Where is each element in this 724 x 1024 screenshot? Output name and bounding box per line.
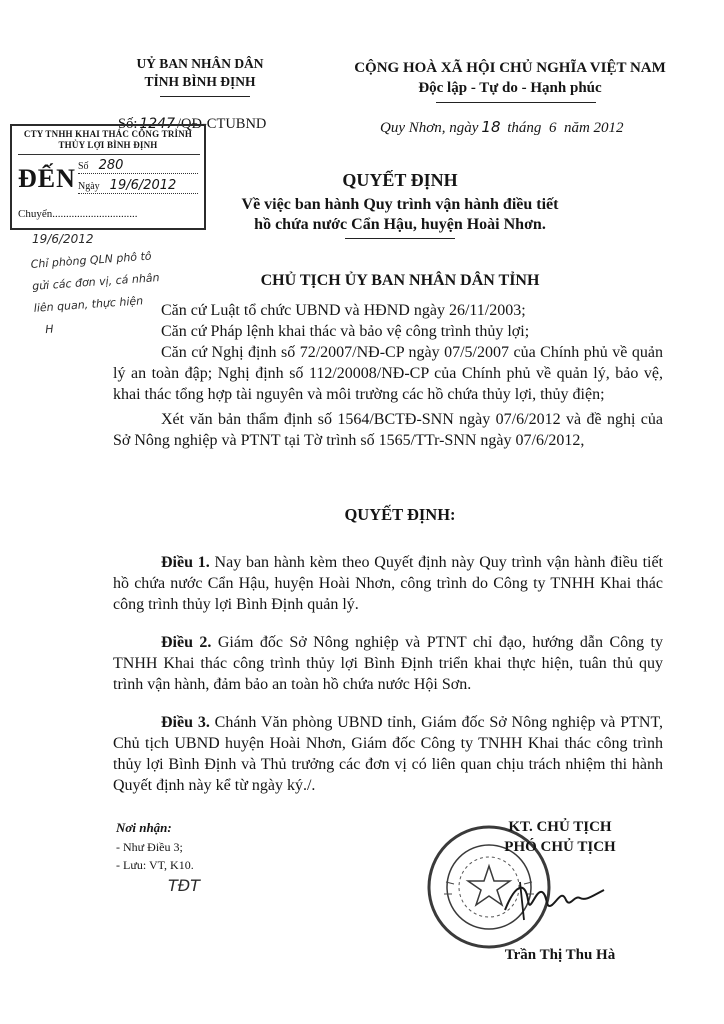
authority-line-2: TỈNH BÌNH ĐỊNH — [144, 74, 256, 89]
preamble-item: Căn cứ Luật tổ chức UBND và HĐND ngày 26/11/2003; — [161, 302, 526, 319]
motto: Độc lập - Tự do - Hạnh phúc — [418, 80, 602, 96]
date-day: 18 — [481, 118, 501, 136]
national-motto — [345, 58, 675, 98]
article-text: Chánh Văn phòng UBND tỉnh, Giám đốc Sở Nông nghiệp và PTNT, Chủ tịch UBND huyện Hoài Nhơn, Giám đốc Công ty TNHH Khai thác công trình thủy lợi Bình Định và Thủ trưởng các đơn vị có liên quan chịu trách nhiệm thi hành Quyết định này kể từ ngày ký./. — [113, 714, 664, 794]
stamp-ngay-value: 19/6/2012 — [109, 178, 177, 193]
stamp-ngay-field — [78, 178, 198, 194]
recipient-item: - Lưu: VT, K10. — [116, 858, 194, 872]
handwritten-date: 19/6/2012 — [32, 232, 94, 246]
motto-underline — [436, 102, 596, 103]
issue-date — [380, 118, 624, 137]
received-stamp — [10, 124, 206, 230]
stamp-org — [20, 129, 196, 151]
article-text: Giám đốc Sở Nông nghiệp và PTNT chỉ đạo, hướng dẫn Công ty TNHH Khai thác công trình thủy lợi Bình Định triển khai thực hiện, tuân thủ quy trình vận hành, đảm bảo an toàn hồ chứa nước Hội Sơn. — [113, 634, 664, 693]
stamp-chuyen-label: Chuyển — [18, 208, 53, 220]
signer-name: Trần Thị Thu Hà — [504, 947, 616, 963]
recipient-item: - Như Điều 3; — [116, 840, 183, 854]
stamp-chuyen-field: Chuyển............................... — [18, 208, 138, 220]
signature-line-2: PHÓ CHỦ TỊCH — [504, 839, 616, 855]
note-line-3: liên quan, thực hiện — [33, 294, 144, 315]
number-handwritten: 1247 — [139, 116, 175, 132]
subject-line-2: hồ chứa nước Cẩn Hậu, huyện Hoài Nhơn. — [254, 216, 546, 233]
article-text: Nay ban hành kèm theo Quyết định này Quy trình vận hành điều tiết hồ chứa nước Cẩn Hậu, huyện Hoài Nhơn, công trình do Công ty TNHH Khai thác công trình thủy lợi Bình Định quản lý. — [113, 554, 664, 613]
date-place: Quy Nhơn, ngày — [380, 120, 479, 136]
article-label: Điều 1. — [161, 554, 210, 571]
signature-title — [470, 817, 650, 857]
stamp-den: ĐẾN — [18, 164, 76, 193]
article-2 — [113, 632, 663, 695]
clerk-initials: TĐT — [168, 876, 200, 895]
stamp-org-line-1: CTY TNHH KHAI THÁC CÔNG TRÌNH — [23, 129, 193, 139]
stamp-org-line-2: THỦY LỢI BÌNH ĐỊNH — [58, 140, 158, 150]
preamble — [113, 300, 663, 451]
article-label: Điều 2. — [161, 634, 212, 651]
article-3 — [113, 712, 663, 796]
stamp-divider — [18, 154, 200, 155]
authority-underline — [160, 96, 250, 97]
signature-line-1: KT. CHỦ TỊCH — [508, 819, 612, 835]
preamble-item: Xét văn bản thẩm định số 1564/BCTĐ-SNN ngày 07/6/2012 và đề nghị của Sở Nông nghiệp và PTNT tại Tờ trình số 1565/TTr-SNN ngày 07/6/2012, — [113, 411, 663, 449]
authority-line-1: UỶ BAN NHÂN DÂN — [136, 56, 264, 71]
decision-heading: QUYẾT ĐỊNH: — [344, 505, 456, 524]
document-title: QUYẾT ĐỊNH — [342, 170, 458, 190]
preamble-item: Căn cứ Nghị định số 72/2007/NĐ-CP ngày 07/5/2007 của Chính phủ về quản lý an toàn đập; Nghị định số 112/20008/NĐ-CP của Chính phủ về quản lý, bảo vệ, khai thác tổng hợp tài nguyên và môi trường các hồ chứa thủy lợi, thủy điện; — [113, 344, 663, 403]
date-month: 6 — [548, 120, 557, 136]
stamp-so-label: Số — [78, 161, 89, 172]
stamp-so-value: 280 — [98, 158, 124, 173]
preamble-item: Căn cứ Pháp lệnh khai thác và bảo vệ công trình thủy lợi; — [161, 323, 530, 340]
recipients-label: Nơi nhận: — [116, 820, 172, 835]
article-label: Điều 3. — [161, 714, 210, 731]
stamp-ngay-label: Ngày — [78, 181, 100, 192]
article-1 — [113, 552, 663, 615]
title-underline — [345, 238, 455, 239]
note-line-1: Chỉ phòng QLN phô tô — [30, 249, 152, 271]
handwritten-signature-icon — [500, 870, 610, 930]
issuer-heading: CHỦ TỊCH ỦY BAN NHÂN DÂN TỈNH — [260, 272, 540, 289]
date-month-label: tháng — [507, 120, 542, 136]
note-initials: H — [44, 322, 55, 337]
subject-line-1: Về việc ban hành Quy trình vận hành điều tiết — [241, 196, 559, 213]
note-line-2: gửi các đơn vị, cá nhân — [31, 271, 160, 293]
number-prefix: Số: — [118, 116, 138, 132]
issuing-authority — [95, 55, 305, 91]
date-year: năm 2012 — [563, 120, 624, 136]
number-suffix: /QĐ-CTUBND — [176, 116, 267, 132]
document-subject — [200, 195, 600, 235]
stamp-so-field — [78, 158, 198, 174]
nation-name: CỘNG HOÀ XÃ HỘI CHỦ NGHĨA VIỆT NAM — [354, 60, 666, 76]
